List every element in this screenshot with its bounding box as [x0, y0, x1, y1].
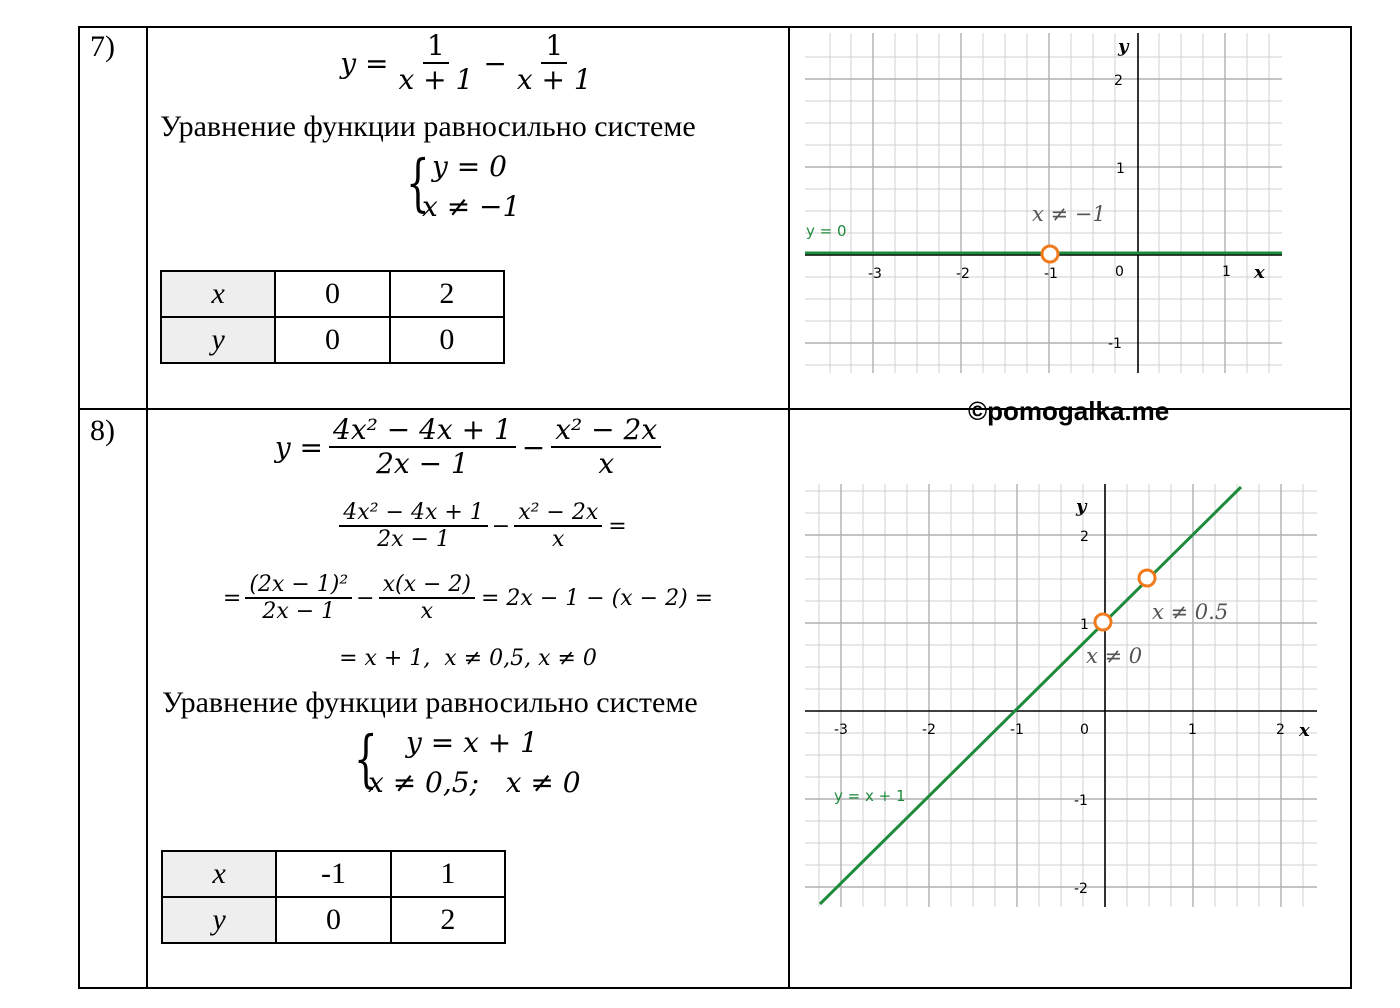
- y-tick-label: -1: [1074, 793, 1088, 809]
- x-tick-label: -3: [868, 266, 882, 282]
- excluded-point-label: x ≠ 0: [1086, 644, 1143, 668]
- fraction-1-denominator: 2x − 1: [377, 527, 450, 553]
- system-eq-1: y = 0: [432, 150, 507, 183]
- fraction-1-denominator: 2x − 1: [376, 447, 469, 481]
- task-8-step-1: [148, 500, 788, 553]
- fraction-1-numerator: 4x² − 4x + 1: [339, 500, 487, 527]
- table-x-label: x: [161, 271, 275, 317]
- graph-line-y-x-plus-1: [820, 487, 1241, 904]
- minus-sign: −: [483, 46, 507, 80]
- fraction-2-denominator: x: [598, 447, 615, 481]
- x-tick-label: 1: [1222, 264, 1231, 280]
- fraction-1-numerator: 4x² − 4x + 1: [329, 414, 516, 448]
- task-8-values-table: [161, 850, 506, 944]
- fraction-2-numerator: x(x − 2): [379, 572, 475, 599]
- x-axis-label: x: [1254, 262, 1265, 283]
- y-tick-label: 1: [1080, 617, 1089, 633]
- line-label: y = 0: [806, 222, 847, 240]
- fraction-1-numerator: 1: [423, 30, 449, 64]
- table-x-value: 1: [391, 851, 505, 897]
- line-label: y = x + 1: [834, 787, 906, 805]
- system-eq-2: x ≠ −1: [422, 190, 521, 223]
- table-y-value: 0: [275, 317, 389, 363]
- y-tick-label: 2: [1080, 529, 1089, 545]
- table-x-value: 2: [390, 271, 504, 317]
- y-tick-label: -2: [1074, 881, 1088, 897]
- fraction-2-numerator: 1: [541, 30, 567, 64]
- fraction-1: [339, 500, 487, 553]
- x-tick-label: -2: [922, 722, 936, 738]
- x-tick-label: -1: [1010, 722, 1024, 738]
- excluded-point-marker: [1095, 614, 1111, 630]
- table-x-label: x: [162, 851, 276, 897]
- system-eq-1: y = x + 1: [406, 726, 538, 759]
- system-brace: {: [354, 722, 378, 795]
- table-y-value: 0: [276, 897, 390, 943]
- fraction-1: [329, 414, 516, 480]
- task-7-number: 7): [90, 30, 115, 63]
- fraction-1-numerator: (2x − 1)²: [245, 572, 352, 599]
- task-7-statement: Уравнение функции равносильно системе: [160, 110, 696, 143]
- y-tick-label: 2: [1114, 73, 1123, 89]
- x-tick-label: 2: [1276, 722, 1285, 738]
- y-tick-label: 1: [1116, 161, 1125, 177]
- x-tick-label: 0: [1080, 722, 1089, 738]
- y-axis-label: y: [1118, 36, 1129, 57]
- x-tick-label: 0: [1115, 264, 1124, 280]
- table-x-value: 0: [275, 271, 389, 317]
- fraction-1-denominator: 2x − 1: [262, 599, 336, 625]
- fraction-1: [394, 30, 477, 96]
- x-axis-label: x: [1299, 720, 1310, 741]
- fraction-2-numerator: x² − 2x: [551, 414, 661, 448]
- table-y-label: y: [162, 897, 276, 943]
- fraction-2: [514, 500, 602, 553]
- table-x-value: -1: [276, 851, 390, 897]
- minus-sign: −: [521, 430, 546, 464]
- fraction-2-denominator: x: [552, 527, 565, 553]
- formula-lhs: y =: [274, 430, 324, 464]
- task-7-graph: [800, 28, 1290, 378]
- col-divider-right: [788, 26, 790, 989]
- task-8-number: 8): [90, 414, 115, 447]
- fraction-2-denominator: x + 1: [516, 63, 592, 97]
- excluded-point-label: x ≠ −1: [1032, 202, 1106, 226]
- equals-sign: =: [608, 513, 627, 539]
- watermark: ©pomogalka.me: [968, 396, 1170, 426]
- task-8-formula: [148, 414, 788, 480]
- fraction-1: [245, 572, 352, 625]
- x-tick-label: 1: [1188, 722, 1197, 738]
- task-7-values-table: [160, 270, 505, 364]
- excluded-point-marker: [1042, 246, 1058, 262]
- table-y-value: 0: [390, 317, 504, 363]
- system-eq-2: x ≠ 0,5; x ≠ 0: [368, 766, 581, 799]
- fraction-2: [551, 414, 661, 480]
- task-8-statement: Уравнение функции равносильно системе: [162, 686, 698, 719]
- excluded-point-label: x ≠ 0.5: [1152, 600, 1229, 624]
- equals-sign: =: [222, 585, 242, 611]
- fraction-2: [513, 30, 596, 96]
- x-tick-label: -1: [1044, 266, 1058, 282]
- x-tick-label: -3: [834, 722, 848, 738]
- fraction-2: [379, 572, 475, 625]
- task-8-step-3: = x + 1, x ≠ 0,5, x ≠ 0: [339, 646, 597, 671]
- formula-lhs: y =: [340, 46, 389, 80]
- minus-sign: −: [491, 513, 511, 539]
- fraction-1-denominator: x + 1: [398, 63, 474, 97]
- fraction-2-numerator: x² − 2x: [514, 500, 602, 527]
- x-tick-label: -2: [956, 266, 970, 282]
- task-7-formula: [148, 30, 788, 96]
- task-8-graph: [800, 482, 1320, 912]
- step-2-continuation: = 2x − 1 − (x − 2) =: [481, 585, 714, 611]
- table-y-value: 2: [391, 897, 505, 943]
- fraction-2-denominator: x: [420, 599, 433, 625]
- y-axis-label: y: [1076, 496, 1087, 517]
- task-8-step-2: [148, 572, 788, 625]
- system-brace: {: [406, 146, 430, 219]
- excluded-point-marker: [1139, 570, 1155, 586]
- minus-sign: −: [356, 585, 375, 611]
- y-tick-label: -1: [1108, 336, 1122, 352]
- table-y-label: y: [161, 317, 275, 363]
